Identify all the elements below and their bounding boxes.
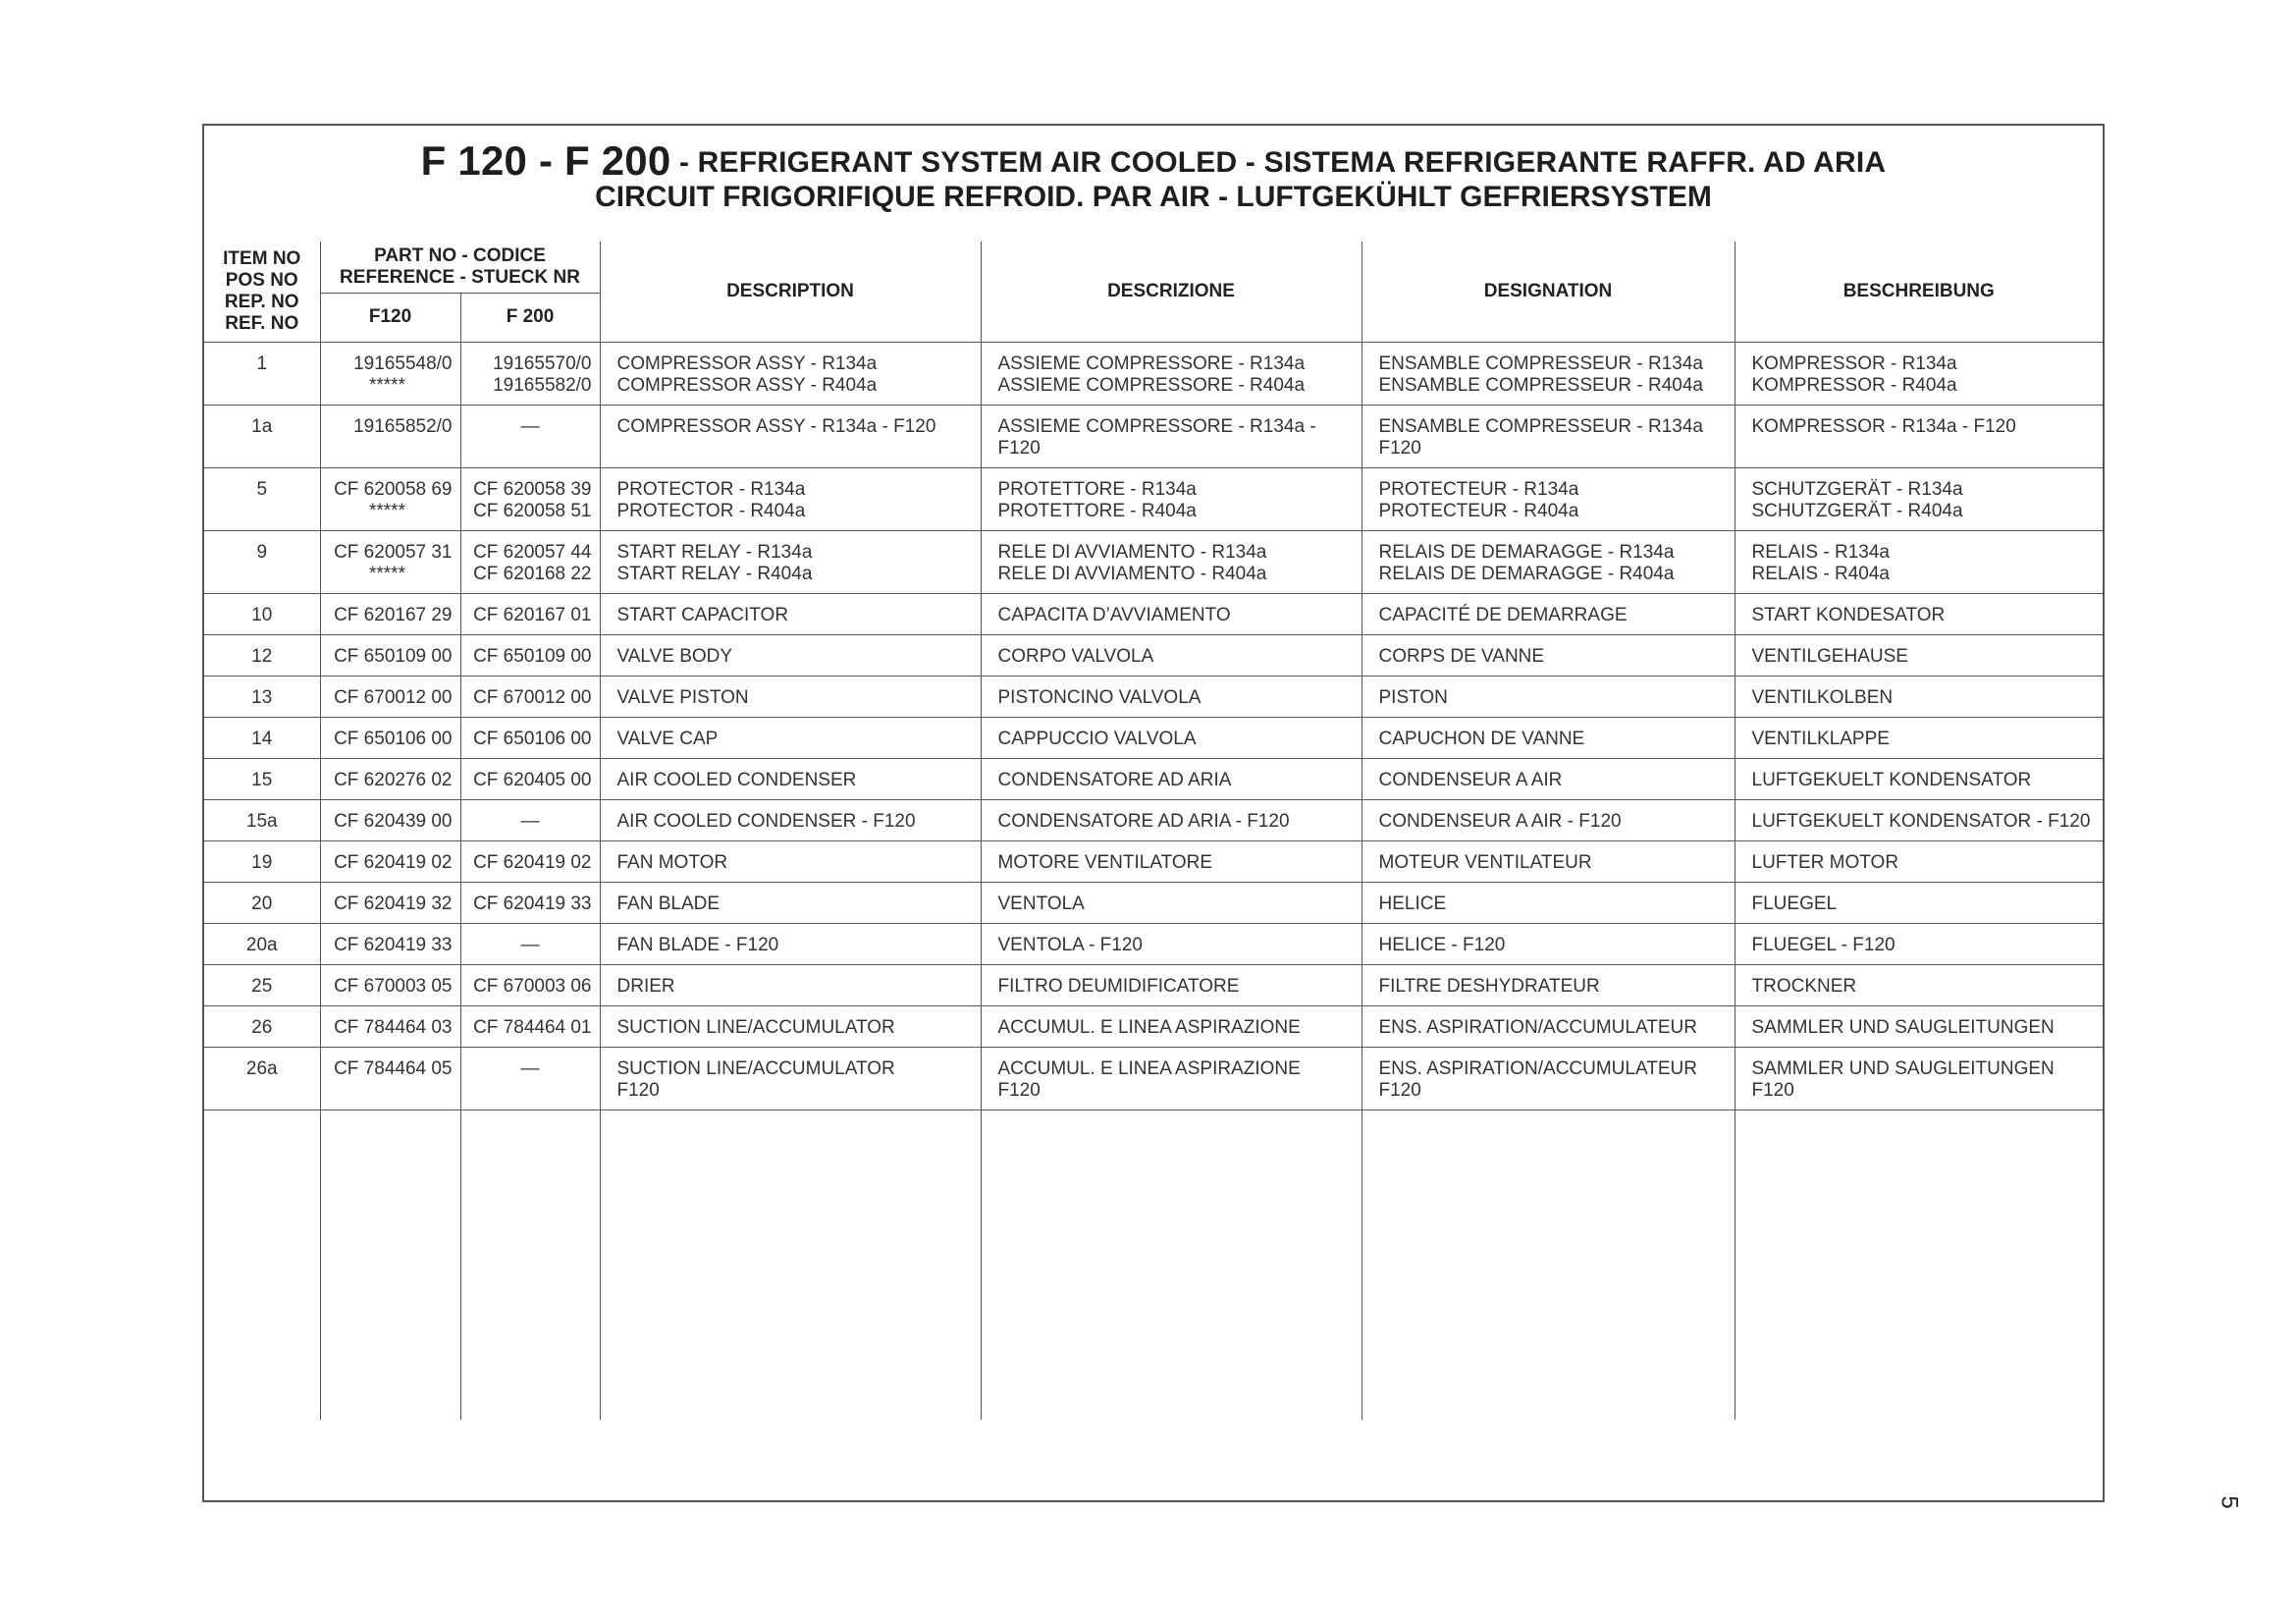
cell-descrizione: CONDENSATORE AD ARIA xyxy=(981,758,1362,799)
table-row xyxy=(204,964,2103,1005)
title-model: F 120 - F 200 xyxy=(420,137,671,184)
cell-part-f120: CF 784464 03 xyxy=(320,1005,460,1047)
parts-table-body xyxy=(204,342,2103,1420)
cell-part-f200: — xyxy=(460,405,600,467)
cell-beschreibung: SAMMLER UND SAUGLEITUNGEN xyxy=(1735,1005,2103,1047)
cell-beschreibung: FLUEGEL xyxy=(1735,882,2103,923)
cell-description: VALVE BODY xyxy=(600,634,981,676)
cell-item-no: 20a xyxy=(204,923,320,964)
cell-beschreibung: LUFTGEKUELT KONDENSATOR - F120 xyxy=(1735,799,2103,840)
page-number: 5 xyxy=(2216,1495,2243,1509)
cell-description: AIR COOLED CONDENSER xyxy=(600,758,981,799)
table-row xyxy=(204,923,2103,964)
cell-description: DRIER xyxy=(600,964,981,1005)
cell-beschreibung: KOMPRESSOR - R134a KOMPRESSOR - R404a xyxy=(1735,342,2103,405)
cell-description: VALVE PISTON xyxy=(600,676,981,717)
cell-item-no: 1a xyxy=(204,405,320,467)
header-description: DESCRIPTION xyxy=(600,242,981,342)
cell-item-no: 15a xyxy=(204,799,320,840)
cell-part-f200: CF 650106 00 xyxy=(460,717,600,758)
parts-list-frame xyxy=(202,124,2105,1502)
table-row xyxy=(204,405,2103,467)
cell-designation: CONDENSEUR A AIR - F120 xyxy=(1362,799,1735,840)
cell-descrizione: MOTORE VENTILATORE xyxy=(981,840,1362,882)
table-row xyxy=(204,676,2103,717)
cell-part-f120: CF 620419 33 xyxy=(320,923,460,964)
cell-part-f120: CF 620419 32 xyxy=(320,882,460,923)
cell-designation: HELICE xyxy=(1362,882,1735,923)
cell-part-f200: CF 670012 00 xyxy=(460,676,600,717)
cell-part-f200: CF 620058 39 CF 620058 51 xyxy=(460,467,600,530)
table-row xyxy=(204,799,2103,840)
cell-descrizione: ACCUMUL. E LINEA ASPIRAZIONE F120 xyxy=(981,1047,1362,1110)
cell-designation: CAPACITÉ DE DEMARRAGE xyxy=(1362,593,1735,634)
cell-beschreibung: VENTILGEHAUSE xyxy=(1735,634,2103,676)
cell-description: SUCTION LINE/ACCUMULATOR xyxy=(600,1005,981,1047)
cell-item-no: 26a xyxy=(204,1047,320,1110)
cell-descrizione: ASSIEME COMPRESSORE - R134a - F120 xyxy=(981,405,1362,467)
cell-item-no: 15 xyxy=(204,758,320,799)
cell-part-f200: — xyxy=(460,1047,600,1110)
table-row xyxy=(204,530,2103,593)
cell-part-f200: CF 650109 00 xyxy=(460,634,600,676)
cell-designation: ENSAMBLE COMPRESSEUR - R134a F120 xyxy=(1362,405,1735,467)
cell-description: VALVE CAP xyxy=(600,717,981,758)
table-row xyxy=(204,467,2103,530)
cell-beschreibung: KOMPRESSOR - R134a - F120 xyxy=(1735,405,2103,467)
header-part-no: PART NO - CODICE REFERENCE - STUECK NR xyxy=(320,242,600,293)
cell-part-f200: CF 620057 44 CF 620168 22 xyxy=(460,530,600,593)
cell-descrizione: CAPPUCCIO VALVOLA xyxy=(981,717,1362,758)
title-line-1 xyxy=(204,137,2103,184)
cell-item-no: 20 xyxy=(204,882,320,923)
cell-descrizione: VENTOLA - F120 xyxy=(981,923,1362,964)
cell-description: PROTECTOR - R134a PROTECTOR - R404a xyxy=(600,467,981,530)
cell-part-f200: — xyxy=(460,799,600,840)
cell-designation: MOTEUR VENTILATEUR xyxy=(1362,840,1735,882)
table-row xyxy=(204,882,2103,923)
cell-part-f200: CF 620419 33 xyxy=(460,882,600,923)
cell-beschreibung: START KONDESATOR xyxy=(1735,593,2103,634)
cell-descrizione: PROTETTORE - R134a PROTETTORE - R404a xyxy=(981,467,1362,530)
empty-cell xyxy=(981,1110,1362,1420)
cell-part-f200: CF 620167 01 xyxy=(460,593,600,634)
cell-descrizione: ACCUMUL. E LINEA ASPIRAZIONE xyxy=(981,1005,1362,1047)
header-item-no: ITEM NO POS NO REP. NO REF. NO xyxy=(204,242,320,342)
empty-cell xyxy=(204,1110,320,1420)
cell-item-no: 9 xyxy=(204,530,320,593)
table-row xyxy=(204,717,2103,758)
page-title xyxy=(204,137,2103,214)
cell-part-f120: CF 670003 05 xyxy=(320,964,460,1005)
table-row xyxy=(204,840,2103,882)
empty-cell xyxy=(1735,1110,2103,1420)
cell-part-f120: 19165852/0 xyxy=(320,405,460,467)
cell-designation: RELAIS DE DEMARAGGE - R134a RELAIS DE DEMARAGGE - R404a xyxy=(1362,530,1735,593)
cell-designation: ENS. ASPIRATION/ACCUMULATEUR xyxy=(1362,1005,1735,1047)
cell-description: COMPRESSOR ASSY - R134a COMPRESSOR ASSY - R404a xyxy=(600,342,981,405)
table-row xyxy=(204,593,2103,634)
title-line-2: CIRCUIT FRIGORIFIQUE REFROID. PAR AIR - LUFTGEKÜHLT GEFRIERSYSTEM xyxy=(595,181,1712,213)
cell-part-f200: 19165570/0 19165582/0 xyxy=(460,342,600,405)
header-f200: F 200 xyxy=(460,293,600,342)
cell-beschreibung: VENTILKLAPPE xyxy=(1735,717,2103,758)
cell-item-no: 19 xyxy=(204,840,320,882)
cell-part-f200: CF 670003 06 xyxy=(460,964,600,1005)
cell-item-no: 26 xyxy=(204,1005,320,1047)
empty-cell xyxy=(600,1110,981,1420)
cell-designation: HELICE - F120 xyxy=(1362,923,1735,964)
cell-part-f120: CF 620167 29 xyxy=(320,593,460,634)
cell-part-f120: CF 620276 02 xyxy=(320,758,460,799)
cell-part-f120: 19165548/0 ***** xyxy=(320,342,460,405)
cell-description: START RELAY - R134a START RELAY - R404a xyxy=(600,530,981,593)
cell-descrizione: CONDENSATORE AD ARIA - F120 xyxy=(981,799,1362,840)
cell-part-f200: CF 620419 02 xyxy=(460,840,600,882)
cell-item-no: 13 xyxy=(204,676,320,717)
cell-descrizione: ASSIEME COMPRESSORE - R134a ASSIEME COMPRESSORE - R404a xyxy=(981,342,1362,405)
cell-item-no: 14 xyxy=(204,717,320,758)
cell-descrizione: RELE DI AVVIAMENTO - R134a RELE DI AVVIAMENTO - R404a xyxy=(981,530,1362,593)
table-row xyxy=(204,1005,2103,1047)
cell-part-f200: CF 620405 00 xyxy=(460,758,600,799)
cell-descrizione: VENTOLA xyxy=(981,882,1362,923)
cell-beschreibung: RELAIS - R134a RELAIS - R404a xyxy=(1735,530,2103,593)
cell-item-no: 25 xyxy=(204,964,320,1005)
header-descrizione: DESCRIZIONE xyxy=(981,242,1362,342)
cell-beschreibung: SAMMLER UND SAUGLEITUNGEN F120 xyxy=(1735,1047,2103,1110)
cell-designation: ENS. ASPIRATION/ACCUMULATEUR F120 xyxy=(1362,1047,1735,1110)
cell-descrizione: PISTONCINO VALVOLA xyxy=(981,676,1362,717)
cell-part-f120: CF 670012 00 xyxy=(320,676,460,717)
cell-designation: PROTECTEUR - R134a PROTECTEUR - R404a xyxy=(1362,467,1735,530)
empty-cell xyxy=(320,1110,460,1420)
cell-description: COMPRESSOR ASSY - R134a - F120 xyxy=(600,405,981,467)
cell-beschreibung: LUFTGEKUELT KONDENSATOR xyxy=(1735,758,2103,799)
cell-beschreibung: TROCKNER xyxy=(1735,964,2103,1005)
cell-descrizione: CORPO VALVOLA xyxy=(981,634,1362,676)
cell-part-f120: CF 620419 02 xyxy=(320,840,460,882)
title-line-1-text: - REFRIGERANT SYSTEM AIR COOLED - SISTEMA REFRIGERANTE RAFFR. AD ARIA xyxy=(670,146,1887,179)
header-beschreibung: BESCHREIBUNG xyxy=(1735,242,2103,342)
cell-beschreibung: SCHUTZGERÄT - R134a SCHUTZGERÄT - R404a xyxy=(1735,467,2103,530)
cell-descrizione: FILTRO DEUMIDIFICATORE xyxy=(981,964,1362,1005)
cell-description: AIR COOLED CONDENSER - F120 xyxy=(600,799,981,840)
header-designation: DESIGNATION xyxy=(1362,242,1735,342)
cell-description: START CAPACITOR xyxy=(600,593,981,634)
table-row xyxy=(204,758,2103,799)
cell-descrizione: CAPACITA D’AVVIAMENTO xyxy=(981,593,1362,634)
cell-beschreibung: FLUEGEL - F120 xyxy=(1735,923,2103,964)
cell-designation: FILTRE DESHYDRATEUR xyxy=(1362,964,1735,1005)
empty-cell xyxy=(460,1110,600,1420)
cell-item-no: 1 xyxy=(204,342,320,405)
table-row xyxy=(204,1047,2103,1110)
cell-description: FAN BLADE - F120 xyxy=(600,923,981,964)
cell-beschreibung: VENTILKOLBEN xyxy=(1735,676,2103,717)
cell-description: FAN BLADE xyxy=(600,882,981,923)
cell-description: SUCTION LINE/ACCUMULATOR F120 xyxy=(600,1047,981,1110)
empty-cell xyxy=(1362,1110,1735,1420)
cell-part-f120: CF 650106 00 xyxy=(320,717,460,758)
cell-designation: CONDENSEUR A AIR xyxy=(1362,758,1735,799)
cell-description: FAN MOTOR xyxy=(600,840,981,882)
cell-part-f120: CF 620057 31 ***** xyxy=(320,530,460,593)
cell-part-f120: CF 650109 00 xyxy=(320,634,460,676)
cell-designation: PISTON xyxy=(1362,676,1735,717)
cell-designation: ENSAMBLE COMPRESSEUR - R134a ENSAMBLE COMPRESSEUR - R404a xyxy=(1362,342,1735,405)
parts-table xyxy=(204,242,2103,1420)
header-f120: F120 xyxy=(320,293,460,342)
table-row xyxy=(204,342,2103,405)
cell-part-f120: CF 784464 05 xyxy=(320,1047,460,1110)
cell-part-f200: — xyxy=(460,923,600,964)
empty-row xyxy=(204,1110,2103,1420)
cell-part-f120: CF 620058 69 ***** xyxy=(320,467,460,530)
cell-part-f120: CF 620439 00 xyxy=(320,799,460,840)
cell-item-no: 12 xyxy=(204,634,320,676)
cell-beschreibung: LUFTER MOTOR xyxy=(1735,840,2103,882)
cell-part-f200: CF 784464 01 xyxy=(460,1005,600,1047)
table-row xyxy=(204,634,2103,676)
cell-designation: CORPS DE VANNE xyxy=(1362,634,1735,676)
cell-designation: CAPUCHON DE VANNE xyxy=(1362,717,1735,758)
cell-item-no: 5 xyxy=(204,467,320,530)
cell-item-no: 10 xyxy=(204,593,320,634)
